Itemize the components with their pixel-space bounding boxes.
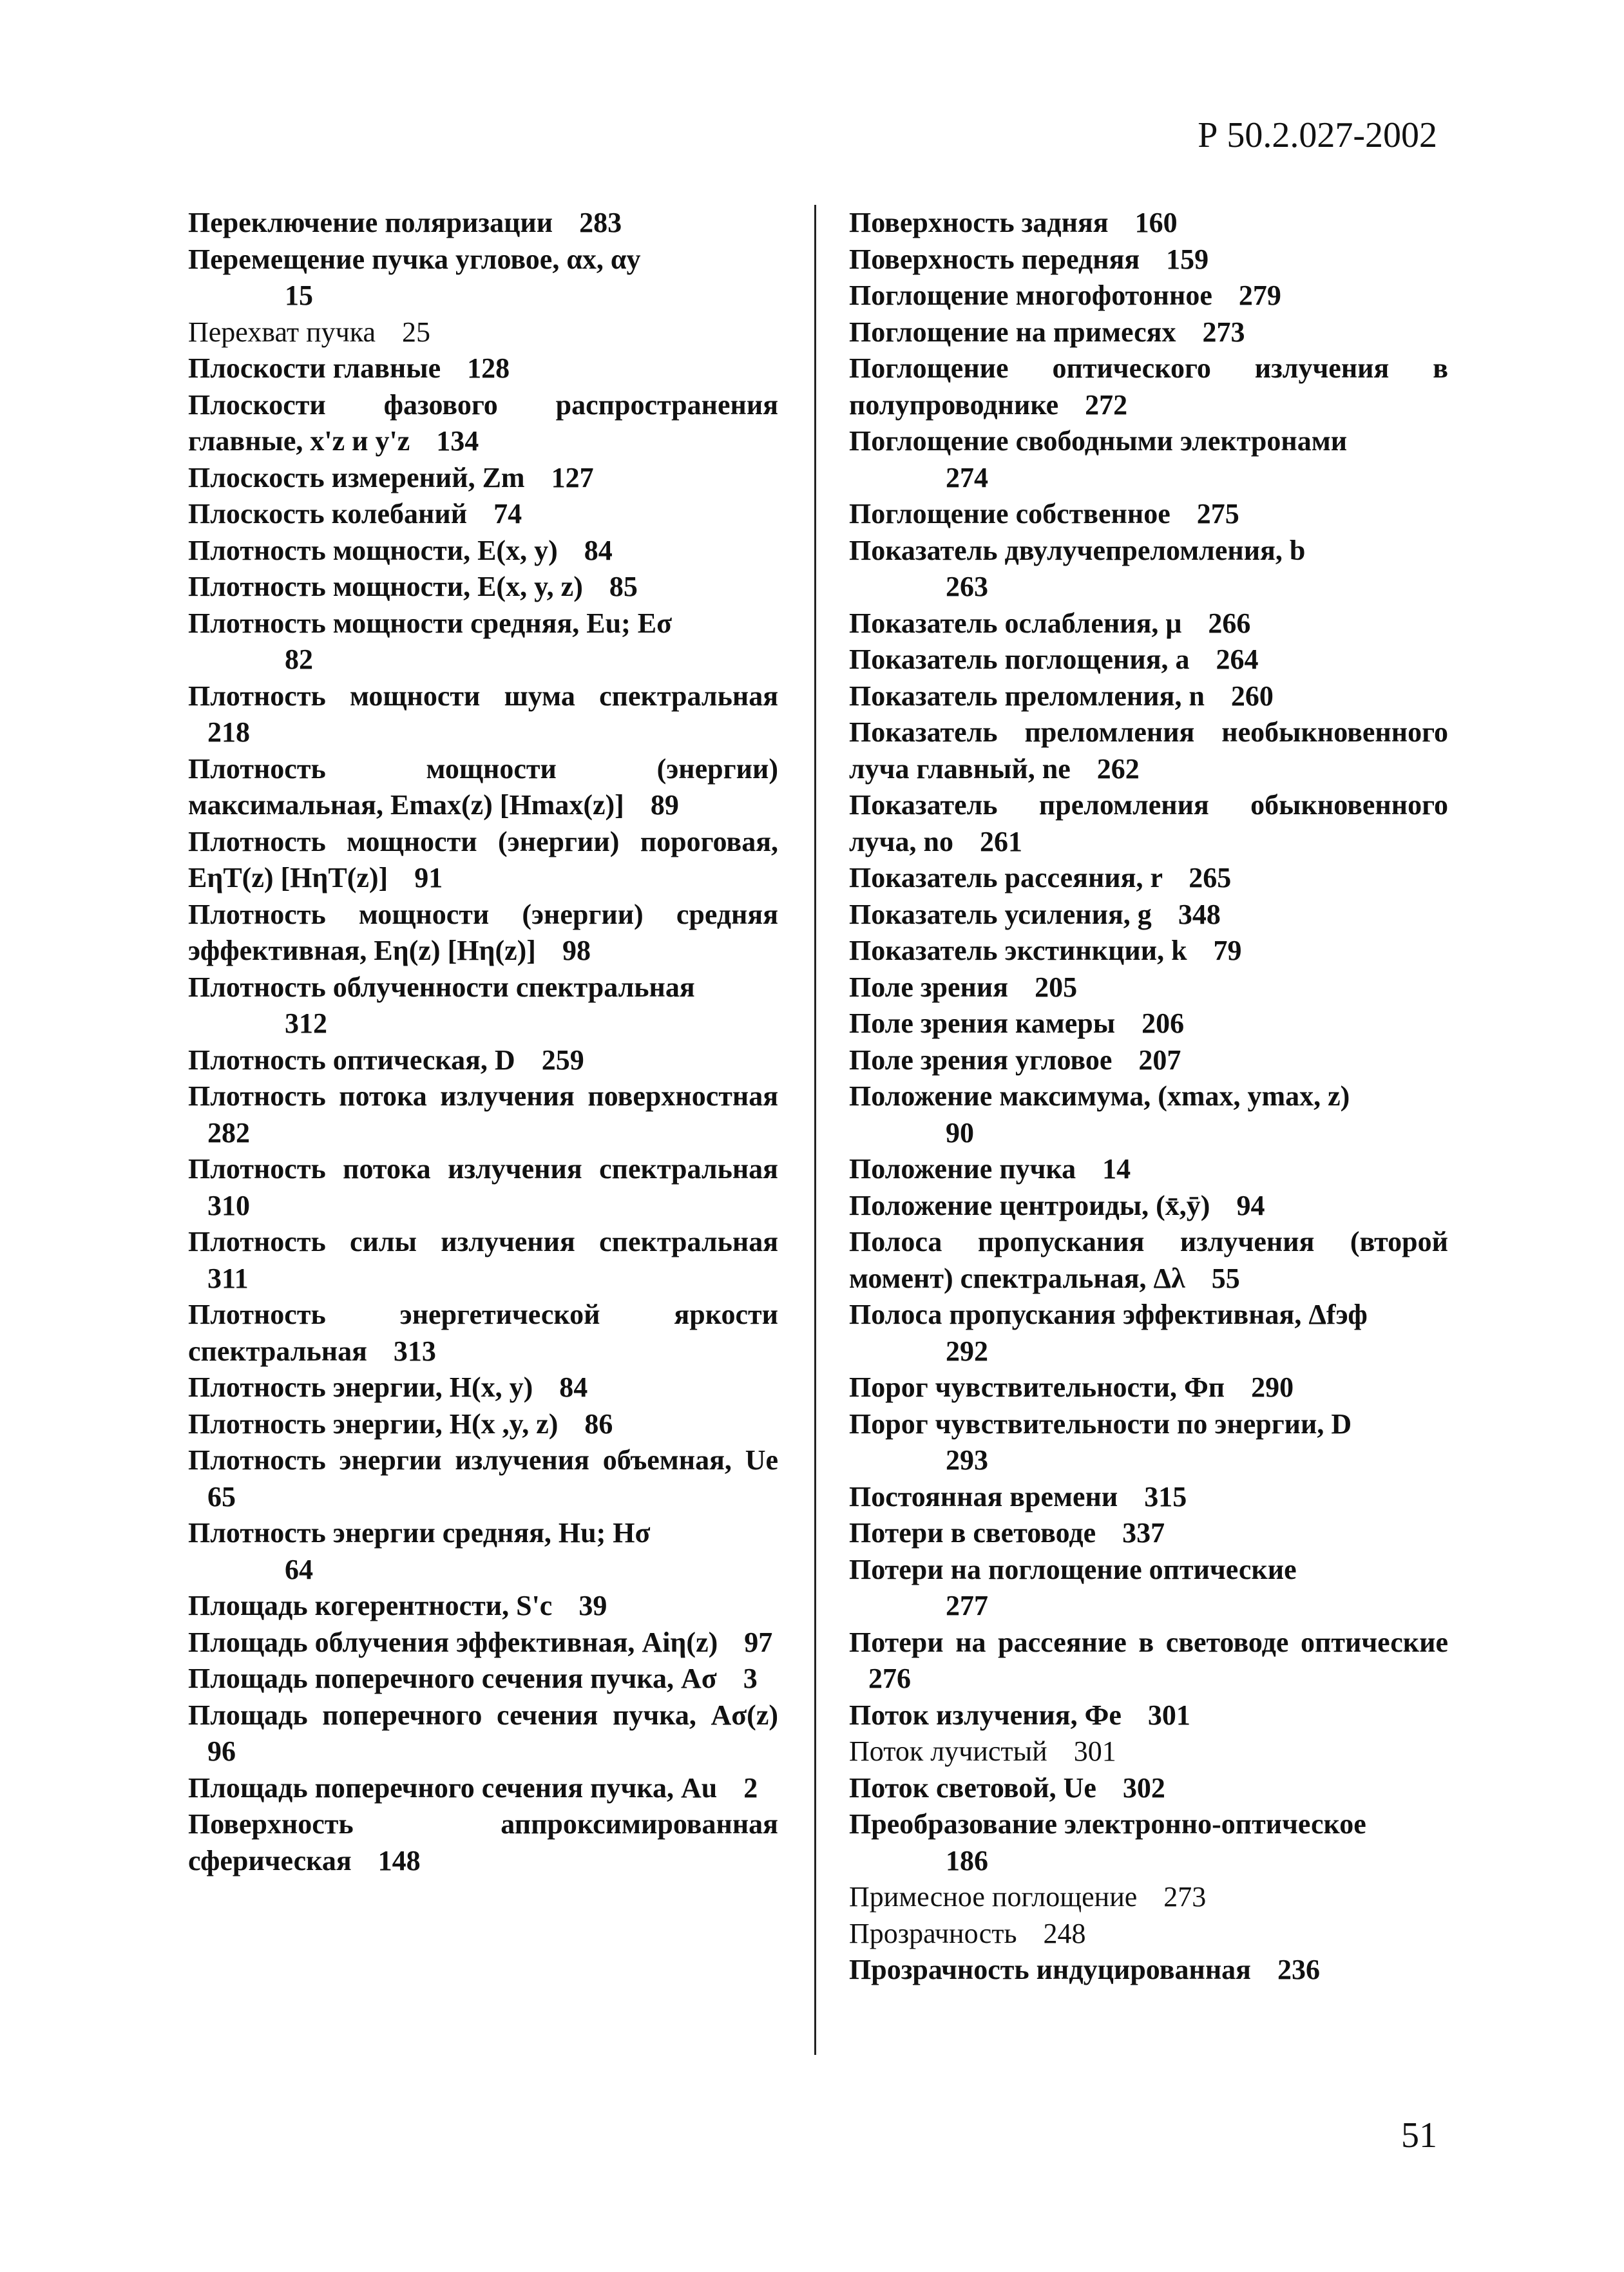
index-entry	[188, 387, 778, 460]
index-page-ref: 84	[559, 1371, 588, 1403]
index-page-ref: 218	[207, 716, 250, 748]
index-term: Порог чувствительности по энергии, D	[849, 1408, 1352, 1440]
index-term: Показатель ослабления, μ	[849, 607, 1182, 639]
index-page-ref: 65	[207, 1480, 236, 1513]
index-page-ref: 82	[285, 644, 313, 675]
index-page-ref: 79	[1213, 935, 1242, 966]
index-entry	[849, 1806, 1448, 1879]
index-entry	[188, 460, 778, 497]
index-term: Потери в световоде	[849, 1517, 1096, 1549]
index-page-ref: 261	[979, 825, 1022, 857]
index-page-ref: 160	[1134, 207, 1178, 238]
index-page-ref: 273	[1163, 1881, 1207, 1913]
index-column-left	[188, 205, 778, 1879]
index-term: Положение пучка	[849, 1153, 1076, 1185]
index-page-ref: 236	[1277, 1954, 1320, 1985]
index-term: Поглощение многофотонное	[849, 280, 1212, 311]
index-term: Перемещение пучка угловое, αx, αy	[188, 243, 641, 275]
index-term: Прозрачность	[849, 1917, 1017, 1949]
index-term: Постоянная времени	[849, 1480, 1118, 1513]
index-term: Плотность мощности, E(x, y)	[188, 534, 558, 566]
index-term: Полоса пропускания эффективная, Δfэф	[849, 1299, 1368, 1330]
index-term: Плотность энергии, H(x ,y, z)	[188, 1408, 559, 1440]
index-page-ref: 348	[1178, 898, 1221, 930]
index-page-ref: 84	[584, 534, 613, 566]
index-entry	[188, 1224, 778, 1297]
index-page-ref: 207	[1138, 1044, 1181, 1076]
index-entry	[849, 423, 1448, 496]
index-term: Плотность мощности (энергии) максимальная, Emax(z) [Hmax(z)]	[188, 752, 778, 821]
index-entry	[188, 1588, 778, 1625]
index-entry	[849, 1733, 1448, 1770]
index-page-ref: 262	[1096, 752, 1140, 785]
index-page-ref: 128	[467, 352, 510, 384]
index-term: Поток лучистый	[849, 1735, 1047, 1767]
index-entry	[188, 1406, 778, 1443]
index-term: Поверхность задняя	[849, 207, 1109, 238]
index-term: Плотность энергетической яркости спектральная	[188, 1299, 778, 1367]
index-entry	[849, 714, 1448, 787]
index-entry	[849, 496, 1448, 533]
index-term: Поток световой, Ue	[849, 1771, 1096, 1804]
document-designation: Р 50.2.027-2002	[1198, 115, 1437, 155]
index-page-ref: 85	[609, 571, 638, 602]
index-page-ref: 292	[946, 1335, 988, 1367]
index-term: Плотность мощности шума спектральная	[188, 680, 778, 712]
index-term: Положение центроиды, (x̄,ȳ)	[849, 1189, 1210, 1221]
index-entry	[188, 1297, 778, 1370]
index-entry	[849, 1879, 1448, 1916]
index-term: Плоскости фазового распространения главные, x'z и y'z	[188, 388, 778, 457]
index-entry	[849, 642, 1448, 678]
index-term: Поверхность аппроксимированная сферическая	[188, 1808, 778, 1876]
index-entry	[849, 1952, 1448, 1989]
index-page-ref: 64	[285, 1553, 313, 1585]
index-term: Плотность мощности, E(x, y, z)	[188, 571, 583, 602]
index-term: Поглощение оптического излучения в полупроводнике	[849, 352, 1448, 421]
index-entry	[849, 1042, 1448, 1079]
index-page-ref: 96	[207, 1735, 236, 1767]
index-entry	[849, 1552, 1448, 1625]
index-entry	[849, 933, 1448, 969]
index-entry	[188, 969, 778, 1042]
index-term: Плотность силы излучения спектральная	[188, 1226, 778, 1257]
index-entry	[849, 1078, 1448, 1151]
index-page-ref: 301	[1147, 1699, 1190, 1731]
index-page-ref: 310	[207, 1189, 250, 1221]
index-entry	[849, 1151, 1448, 1188]
index-page-ref: 311	[207, 1262, 249, 1294]
index-term: Плотность мощности (энергии) средняя эффективная, Eη(z) [Hη(z)]	[188, 898, 778, 966]
index-term: Поглощение свободными электронами	[849, 425, 1348, 457]
index-term: Поверхность передняя	[849, 243, 1140, 275]
index-term: Показатель преломления обыкновенного луча, no	[849, 789, 1448, 857]
index-page-ref: 282	[207, 1116, 250, 1149]
index-term: Показатель преломления, n	[849, 680, 1205, 712]
index-page-ref: 134	[436, 425, 479, 457]
index-term: Плотность потока излучения спектральная	[188, 1153, 778, 1185]
index-page-ref: 91	[414, 862, 443, 893]
index-entry	[849, 350, 1448, 423]
index-term: Поле зрения	[849, 971, 1009, 1003]
index-term: Полоса пропускания излучения (второй момент) спектральная, Δλ	[849, 1226, 1448, 1294]
index-term: Плотность энергии излучения объемная, Ue	[188, 1444, 778, 1476]
index-term: Плотность энергии, H(x, y)	[188, 1371, 533, 1403]
index-term: Поле зрения камеры	[849, 1007, 1116, 1039]
index-page-ref: 275	[1196, 498, 1239, 530]
index-page-ref: 55	[1211, 1262, 1240, 1294]
index-page-ref: 302	[1122, 1771, 1165, 1804]
index-entry	[849, 1479, 1448, 1516]
index-page-ref: 159	[1166, 243, 1209, 275]
index-entry	[849, 278, 1448, 314]
index-entry	[188, 496, 778, 533]
index-term: Поле зрения угловое	[849, 1044, 1113, 1076]
index-entry	[849, 860, 1448, 897]
index-entry	[188, 824, 778, 897]
index-entry	[849, 242, 1448, 278]
index-page-ref: 98	[562, 935, 591, 966]
index-entry	[849, 1370, 1448, 1406]
index-page-ref: 206	[1142, 1007, 1185, 1039]
index-page-ref: 127	[551, 461, 594, 493]
index-term: Показатель усиления, g	[849, 898, 1152, 930]
index-term: Потери на рассеяние в световоде оптические	[849, 1626, 1448, 1658]
index-term: Плоскости главные	[188, 352, 441, 384]
index-page-ref: 39	[578, 1590, 607, 1621]
index-term: Плотность облученности спектральная	[188, 971, 695, 1003]
index-page-ref: 97	[744, 1626, 773, 1658]
index-entry	[188, 569, 778, 606]
index-page-ref: 264	[1216, 644, 1259, 675]
index-entry	[849, 314, 1448, 351]
index-entry	[188, 1370, 778, 1406]
index-term: Примесное поглощение	[849, 1881, 1138, 1913]
index-page-ref: 260	[1230, 680, 1274, 712]
index-entry	[849, 533, 1448, 606]
index-term: Показатель рассеяния, r	[849, 862, 1163, 893]
index-entry	[188, 533, 778, 569]
index-entry	[849, 969, 1448, 1006]
index-term: Плотность энергии средняя, Hu; Hσ	[188, 1517, 651, 1549]
index-term: Поток излучения, Фe	[849, 1699, 1122, 1731]
index-term: Плоскость измерений, Zm	[188, 461, 525, 493]
index-page-ref: 265	[1189, 862, 1232, 893]
index-page-ref: 15	[285, 280, 313, 311]
index-page-ref: 272	[1085, 388, 1128, 421]
index-column-right	[849, 205, 1448, 1989]
index-entry	[849, 1770, 1448, 1807]
index-entry	[849, 1916, 1448, 1952]
index-term: Положение максимума, (xmax, ymax, z)	[849, 1080, 1350, 1112]
index-term: Прозрачность индуцированная	[849, 1954, 1251, 1985]
index-entry	[188, 897, 778, 969]
index-page-ref: 25	[401, 316, 430, 348]
index-entry	[188, 242, 778, 314]
index-term: Плотность мощности средняя, Eu; Eσ	[188, 607, 673, 639]
index-page-ref: 274	[946, 461, 988, 493]
index-entry	[849, 1697, 1448, 1734]
index-term: Показатель преломления необыкновенного луча главный, ne	[849, 716, 1448, 785]
index-page-ref: 86	[584, 1408, 613, 1440]
index-entry	[849, 678, 1448, 715]
index-entry	[188, 205, 778, 242]
index-page-ref: 148	[377, 1844, 421, 1876]
index-page-ref: 313	[393, 1335, 436, 1367]
index-entry	[849, 1006, 1448, 1042]
index-entry	[849, 1297, 1448, 1370]
index-term: Площадь поперечного сечения пучка, Aσ	[188, 1663, 717, 1694]
index-page-ref: 273	[1202, 316, 1245, 348]
index-entry	[188, 314, 778, 351]
index-page-ref: 315	[1144, 1480, 1187, 1513]
index-term: Плотность потока излучения поверхностная	[188, 1080, 778, 1112]
index-entry	[188, 1806, 778, 1879]
index-page-ref: 337	[1122, 1517, 1165, 1549]
index-entry	[188, 1078, 778, 1151]
index-term: Поглощение собственное	[849, 498, 1170, 530]
index-term: Потери на поглощение оптические	[849, 1553, 1297, 1585]
index-entry	[188, 606, 778, 678]
index-entry	[849, 787, 1448, 860]
index-entry	[188, 1151, 778, 1224]
index-page-ref: 89	[650, 789, 679, 821]
index-entry	[849, 897, 1448, 933]
index-entry	[849, 606, 1448, 642]
index-entry	[188, 350, 778, 387]
index-entry	[188, 678, 778, 751]
index-entry	[849, 1224, 1448, 1297]
index-page-ref: 90	[946, 1116, 974, 1149]
index-page-ref: 186	[946, 1844, 988, 1876]
index-page-ref: 277	[946, 1590, 988, 1621]
index-page-ref: 74	[493, 498, 522, 530]
index-entry	[849, 205, 1448, 242]
index-term: Площадь поперечного сечения пучка, Aσ(z)	[188, 1699, 778, 1731]
index-term: Поглощение на примесях	[849, 316, 1176, 348]
index-entry	[188, 1661, 778, 1697]
index-term: Порог чувствительности, Фп	[849, 1371, 1225, 1403]
index-page-ref: 283	[579, 207, 622, 238]
index-page-ref: 14	[1102, 1153, 1131, 1185]
index-term: Плотность мощности (энергии) пороговая, EηT(z) [HηT(z)]	[188, 825, 778, 893]
index-page-ref: 205	[1035, 971, 1078, 1003]
index-entry	[849, 1625, 1448, 1697]
index-page-ref: 276	[868, 1663, 911, 1694]
page-number: 51	[1401, 2115, 1437, 2155]
index-entry	[188, 1515, 778, 1588]
index-term: Площадь облучения эффективная, Aiη(z)	[188, 1626, 718, 1658]
index-page-ref: 293	[946, 1444, 988, 1476]
index-page-ref: 301	[1073, 1735, 1116, 1767]
index-page-ref: 266	[1208, 607, 1251, 639]
index-page-ref: 2	[743, 1771, 758, 1804]
index-term: Площадь когерентности, S'c	[188, 1590, 553, 1621]
index-page-ref: 248	[1043, 1917, 1086, 1949]
index-page-ref: 279	[1238, 280, 1281, 311]
index-page-ref: 290	[1251, 1371, 1294, 1403]
index-entry	[188, 751, 778, 824]
index-term: Показатель поглощения, a	[849, 644, 1190, 675]
index-term: Переключение поляризации	[188, 207, 553, 238]
index-entry	[188, 1770, 778, 1807]
index-term: Показатель экстинкции, k	[849, 935, 1187, 966]
index-entry	[188, 1697, 778, 1770]
index-page-ref: 312	[285, 1007, 327, 1039]
index-entry	[849, 1188, 1448, 1225]
index-term: Площадь поперечного сечения пучка, Au	[188, 1771, 718, 1804]
index-term: Плотность оптическая, D	[188, 1044, 515, 1076]
index-page-ref: 3	[743, 1663, 758, 1694]
index-entry	[188, 1625, 778, 1661]
index-entry	[188, 1442, 778, 1515]
index-entry	[188, 1042, 778, 1079]
index-page-ref: 259	[541, 1044, 584, 1076]
column-divider	[814, 205, 816, 2055]
index-entry	[849, 1406, 1448, 1479]
index-term: Перехват пучка	[188, 316, 376, 348]
index-page-ref: 94	[1236, 1189, 1265, 1221]
index-term: Показатель двулучепреломления, b	[849, 534, 1306, 566]
index-term: Преобразование электронно-оптическое	[849, 1808, 1366, 1840]
index-term: Плоскость колебаний	[188, 498, 468, 530]
index-page-ref: 263	[946, 571, 988, 602]
index-entry	[849, 1515, 1448, 1552]
